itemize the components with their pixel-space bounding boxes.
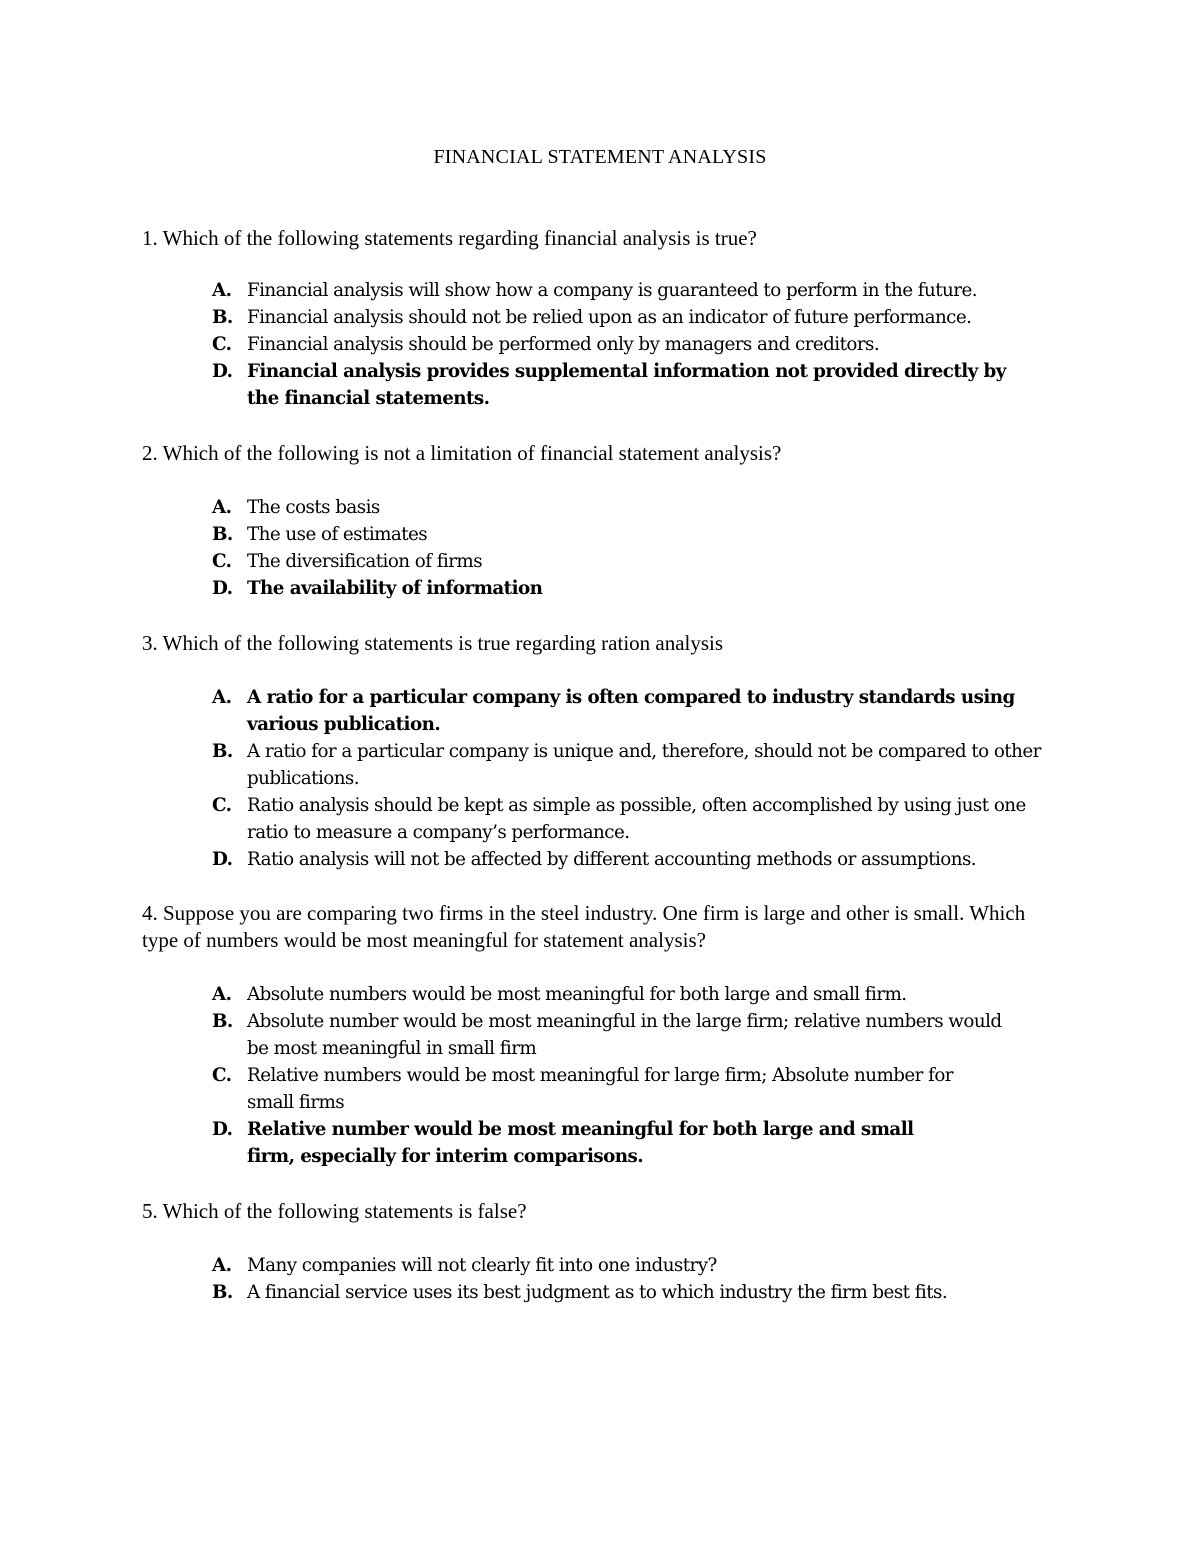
option-letter: A. [212, 497, 232, 518]
option-1d-answer [212, 358, 1072, 412]
question-2-options [212, 494, 1072, 602]
document-title: FINANCIAL STATEMENT ANALYSIS [433, 146, 767, 168]
option-text: Financial analysis provides supplemental information not provided directly by the financial statements. [247, 361, 1006, 409]
option-letter: A. [212, 280, 232, 301]
option-2d-answer [212, 575, 1072, 602]
option-4d-answer [212, 1116, 1072, 1170]
option-1b [212, 304, 1072, 331]
option-letter: D. [212, 578, 233, 599]
option-text: A ratio for a particular company is unique and, therefore, should not be compared to other publications. [247, 741, 1041, 789]
question-5: 5. Which of the following statements is false? [142, 1199, 527, 1223]
question-3: 3. Which of the following statements is true regarding ration analysis [142, 631, 724, 655]
question-3-options [212, 684, 1072, 873]
option-letter: C. [212, 1065, 232, 1086]
question-4-options [212, 981, 1072, 1170]
option-5b [212, 1279, 1072, 1306]
option-2a [212, 494, 1072, 521]
question-2: 2. Which of the following is not a limitation of financial statement analysis? [142, 441, 782, 465]
option-letter: C. [212, 334, 232, 355]
option-3b [212, 738, 1072, 792]
option-text: Ratio analysis should be kept as simple as possible, often accomplished by using just one ratio to measure a company’s performance. [247, 795, 1026, 843]
option-text: Financial analysis should not be relied upon as an indicator of future performance. [247, 307, 972, 328]
option-3c [212, 792, 1072, 846]
option-letter: B. [212, 307, 233, 328]
question-4: 4. Suppose you are comparing two firms in the steel industry. One firm is large and other is small. Which type of numbers would be most meaningful for statement analysis? [142, 901, 1026, 952]
option-letter: D. [212, 849, 233, 870]
option-letter: C. [212, 551, 232, 572]
option-1a [212, 277, 1072, 304]
option-letter: A. [212, 1255, 232, 1276]
option-1c [212, 331, 1072, 358]
option-text: The use of estimates [247, 524, 428, 545]
option-letter: B. [212, 524, 233, 545]
option-text: Absolute number would be most meaningful in the large firm; relative numbers would be most meaningful in small firm [247, 1011, 1002, 1059]
option-4b [212, 1008, 1072, 1062]
option-letter: C. [212, 795, 232, 816]
option-text: Relative numbers would be most meaningful for large firm; Absolute number for small firms [247, 1065, 953, 1113]
question-1: 1. Which of the following statements regarding financial analysis is true? [142, 226, 757, 250]
option-2c [212, 548, 1072, 575]
option-letter: B. [212, 741, 233, 762]
option-4a [212, 981, 1072, 1008]
option-text: A financial service uses its best judgment as to which industry the firm best fits. [247, 1282, 948, 1303]
option-text: Ratio analysis will not be affected by different accounting methods or assumptions. [247, 849, 977, 870]
option-letter: B. [212, 1011, 233, 1032]
option-text: Many companies will not clearly fit into one industry? [247, 1255, 717, 1276]
option-text: Absolute numbers would be most meaningful for both large and small firm. [247, 984, 907, 1005]
option-letter: D. [212, 1119, 233, 1140]
option-text: Financial analysis should be performed only by managers and creditors. [247, 334, 880, 355]
option-letter: A. [212, 984, 232, 1005]
option-3d [212, 846, 1072, 873]
option-2b [212, 521, 1072, 548]
option-letter: A. [212, 687, 232, 708]
question-5-options [212, 1252, 1072, 1306]
option-text: The costs basis [247, 497, 380, 518]
option-text: A ratio for a particular company is often compared to industry standards using various publication. [247, 687, 1015, 735]
option-text: The availability of information [247, 578, 543, 599]
option-3a-answer [212, 684, 1072, 738]
option-text: Relative number would be most meaningful for both large and small firm, especially for interim comparisons. [247, 1119, 914, 1167]
option-letter: D. [212, 361, 233, 382]
option-text: Financial analysis will show how a company is guaranteed to perform in the future. [247, 280, 977, 301]
option-5a [212, 1252, 1072, 1279]
option-4c [212, 1062, 1072, 1116]
option-letter: B. [212, 1282, 233, 1303]
question-1-options [212, 277, 1072, 412]
option-text: The diversification of firms [247, 551, 483, 572]
